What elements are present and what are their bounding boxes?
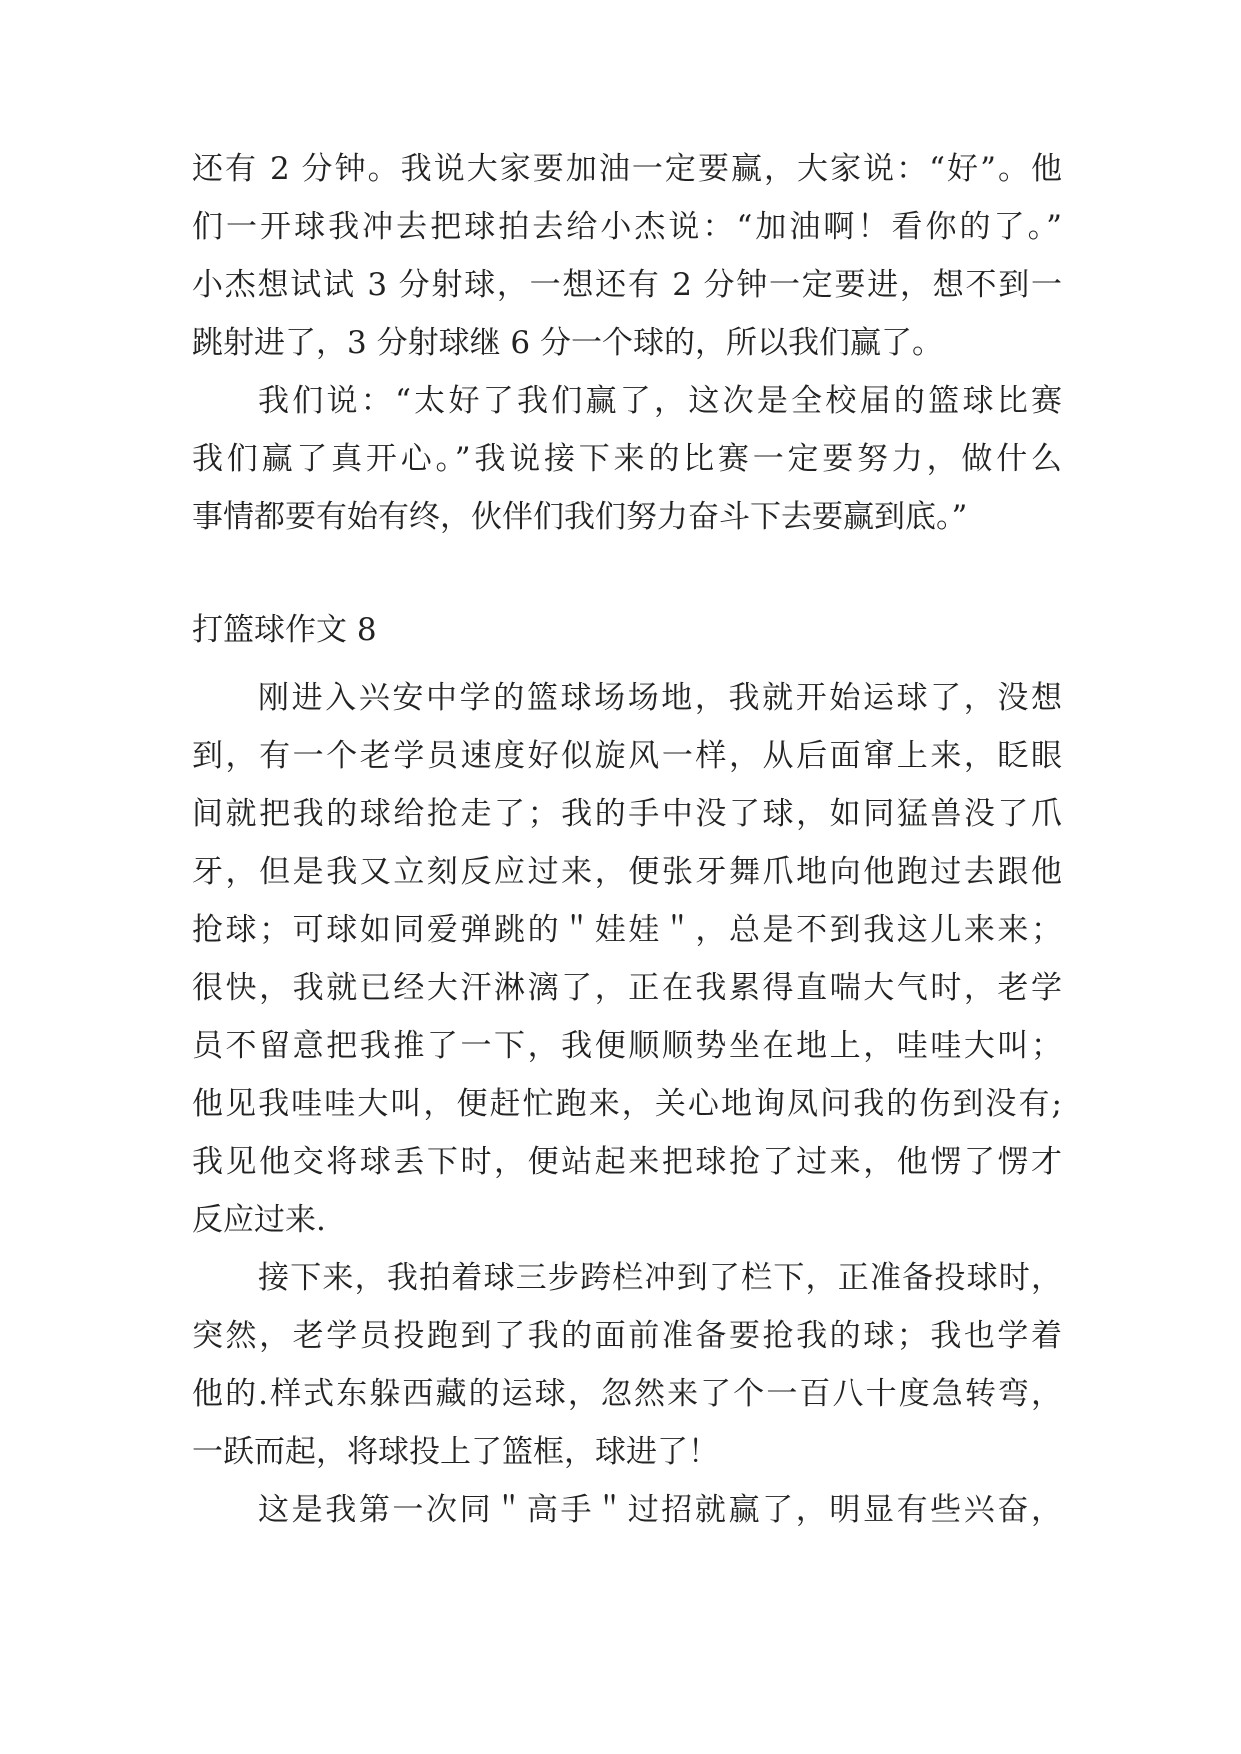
paragraph-line: 牙，但是我又立刻反应过来，便张牙舞爪地向他跑过去跟他 — [192, 854, 1062, 890]
paragraph-line: 突然，老学员投跑到了我的面前准备要抢我的球；我也学着 — [192, 1318, 1062, 1354]
paragraph-line: 他见我哇哇大叫，便赶忙跑来，关心地询凤问我的伤到没有; — [192, 1086, 1062, 1122]
paragraph-line: 们一开球我冲去把球拍去给小杰说：“加油啊！看你的了。” — [192, 209, 1062, 245]
paragraph-line: 他的.样式东躲西藏的运球，忽然来了个一百八十度急转弯， — [192, 1376, 1062, 1412]
paragraph-line: 间就把我的球给抢走了；我的手中没了球，如同猛兽没了爪 — [192, 796, 1062, 832]
paragraph-line: 抢球；可球如同爱弹跳的＂娃娃＂，总是不到我这儿来来； — [192, 912, 1062, 948]
paragraph-line: 接下来，我拍着球三步跨栏冲到了栏下，正准备投球时， — [258, 1260, 1062, 1296]
paragraph-line: 事情都要有始有终，伙伴们我们努力奋斗下去要赢到底。” — [192, 499, 968, 535]
paragraph-line: 还有 2 分钟。我说大家要加油一定要赢，大家说：“好”。他 — [192, 151, 1062, 187]
paragraph-line: 跳射进了，3 分射球继 6 分一个球的，所以我们赢了。 — [192, 325, 944, 361]
section-heading: 打篮球作文 8 — [192, 612, 377, 648]
paragraph-line: 我们赢了真开心。”我说接下来的比赛一定要努力，做什么 — [192, 441, 1062, 477]
paragraph-line: 一跃而起，将球投上了篮框，球进了！ — [192, 1434, 719, 1470]
paragraph-line: 到，有一个老学员速度好似旋风一样，从后面窜上来，眨眼 — [192, 738, 1062, 774]
paragraph-line: 这是我第一次同＂高手＂过招就赢了，明显有些兴奋， — [258, 1492, 1062, 1528]
paragraph-line: 反应过来. — [192, 1202, 326, 1238]
paragraph-line: 我们说：“太好了我们赢了，这次是全校届的篮球比赛 — [258, 383, 1062, 419]
paragraph-line: 刚进入兴安中学的篮球场场地，我就开始运球了，没想 — [258, 680, 1062, 716]
paragraph-line: 小杰想试试 3 分射球，一想还有 2 分钟一定要进，想不到一 — [192, 267, 1062, 303]
paragraph-line: 员不留意把我推了一下，我便顺顺势坐在地上，哇哇大叫； — [192, 1028, 1062, 1064]
paragraph-line: 我见他交将球丢下时，便站起来把球抢了过来，他愣了愣才 — [192, 1144, 1062, 1180]
paragraph-line: 很快，我就已经大汗淋漓了，正在我累得直喘大气时，老学 — [192, 970, 1062, 1006]
